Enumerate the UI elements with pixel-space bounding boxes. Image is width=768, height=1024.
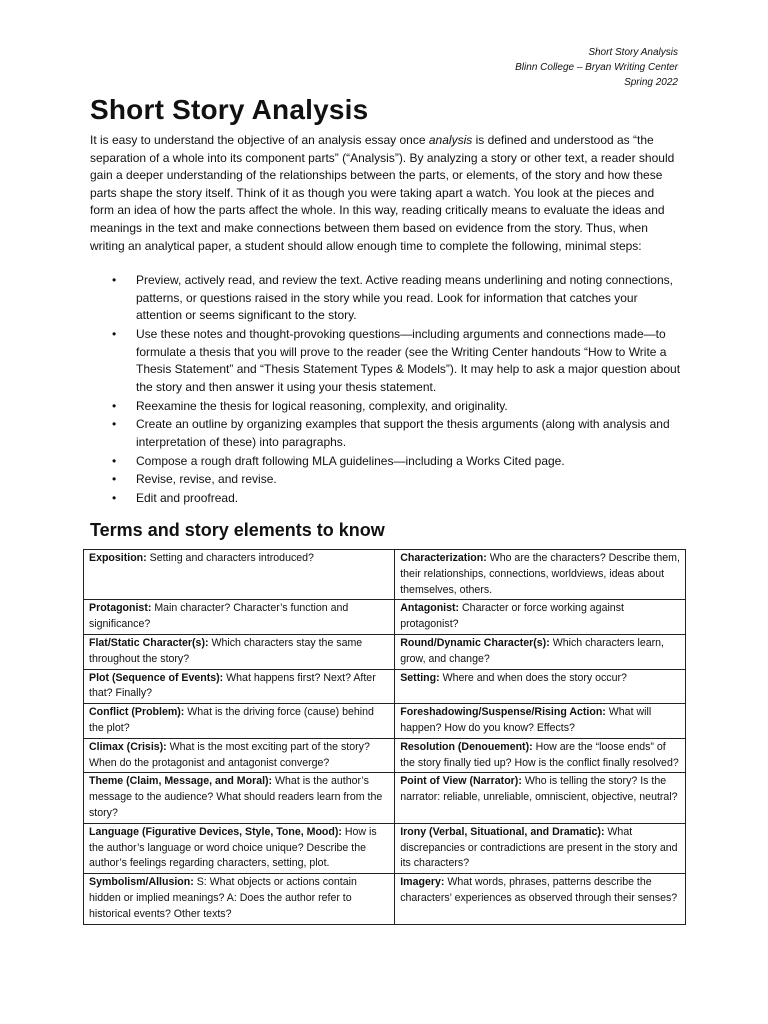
term-description: How are the “loose ends” of the story finally tied up? How is the conflict finally resolved? bbox=[400, 740, 679, 769]
term-label: Setting: bbox=[400, 671, 440, 684]
intro-paragraph bbox=[90, 132, 680, 255]
running-header bbox=[378, 45, 678, 90]
table-row bbox=[84, 738, 686, 773]
terms-heading: Terms and story elements to know bbox=[90, 520, 385, 540]
list-item bbox=[90, 326, 685, 396]
term-description: What is the driving force (cause) behind the plot? bbox=[89, 706, 374, 734]
terms-table bbox=[83, 549, 686, 925]
table-row bbox=[84, 634, 686, 669]
term-description: What is the author’s message to the audience? What should readers learn from the story? bbox=[89, 775, 383, 819]
bullet-icon: • bbox=[112, 453, 117, 468]
term-description: Where and when does the story occur? bbox=[439, 671, 627, 684]
term-description: Which characters stay the same throughout the story? bbox=[89, 636, 363, 665]
term-description: What words, phrases, patterns describe the characters’ experiences as observed through their senses? bbox=[400, 876, 678, 904]
term-label: Antagonist: bbox=[400, 602, 460, 615]
table-cell bbox=[395, 738, 686, 773]
table-cell bbox=[84, 634, 395, 669]
step-text: Preview, actively read, and review the text. Active reading means underlining and noting connections, patterns, or questions raised in the story while you read. Look for information that catches your attention or seems significant to the story. bbox=[136, 273, 673, 323]
term-description: Which characters learn, grow, and change? bbox=[400, 636, 664, 665]
table-cell bbox=[395, 550, 686, 600]
term-label: Exposition: bbox=[89, 552, 147, 564]
table-cell bbox=[84, 704, 395, 739]
term-label: Conflict (Problem): bbox=[89, 706, 185, 719]
table-row bbox=[84, 550, 686, 600]
table-cell bbox=[84, 738, 395, 773]
term-label: Foreshadowing/Suspense/Rising Action: bbox=[400, 706, 606, 719]
table-cell bbox=[395, 669, 686, 704]
list-item bbox=[90, 471, 685, 489]
step-text: Reexamine the thesis for logical reasoning, complexity, and originality. bbox=[136, 398, 508, 413]
term-description: Who is telling the story? Is the narrator: reliable, unreliable, omniscient, objective, neutral? bbox=[400, 775, 678, 804]
table-row bbox=[84, 874, 686, 924]
term-description: Character or force working against protagonist? bbox=[400, 602, 624, 631]
term-label: Climax (Crisis): bbox=[89, 740, 167, 753]
term-label: Plot (Sequence of Events): bbox=[89, 671, 224, 684]
step-text: Use these notes and thought-provoking questions—including arguments and connections made—to formulate a thesis that you will prove to the reader (see the Writing Center handouts “How to Write a Thesis Statement” and “Thesis Statement Types & Models”). It may help to ask a major question about the story and then answer it using your thesis statement. bbox=[136, 326, 681, 394]
term-label: Characterization: bbox=[400, 552, 487, 564]
bullet-icon: • bbox=[112, 398, 117, 413]
step-text: Compose a rough draft following MLA guidelines—including a Works Cited page. bbox=[136, 453, 565, 468]
table-cell bbox=[395, 874, 686, 924]
term-description: How is the author’s language or word choice unique? Describe the author’s feelings regarding characters, setting, plot. bbox=[89, 825, 377, 870]
table-row bbox=[84, 823, 686, 873]
table-cell bbox=[395, 634, 686, 669]
term-label: Protagonist: bbox=[89, 602, 152, 615]
table-row bbox=[84, 704, 686, 739]
term-label: Point of View (Narrator): bbox=[400, 775, 522, 788]
table-cell bbox=[395, 773, 686, 823]
table-cell bbox=[84, 600, 395, 635]
table-cell bbox=[84, 823, 395, 873]
term-description: Setting and characters introduced? bbox=[146, 552, 314, 564]
table-cell bbox=[84, 773, 395, 823]
table-cell bbox=[84, 874, 395, 924]
term-description: S: What objects or actions contain hidden or implied meanings? A: Does the author refer to historical events? Other texts? bbox=[89, 876, 357, 920]
bullet-icon: • bbox=[112, 417, 117, 432]
term-description: Main character? Character’s function and significance? bbox=[89, 602, 349, 631]
term-label: Irony (Verbal, Situational, and Dramatic): bbox=[400, 825, 605, 838]
table-cell bbox=[84, 669, 395, 704]
term-label: Resolution (Denouement): bbox=[400, 740, 533, 753]
term-label: Symbolism/Allusion: bbox=[89, 876, 194, 889]
term-description: What discrepancies or contradictions are present in the story and its characters? bbox=[400, 825, 678, 870]
table-cell bbox=[395, 823, 686, 873]
bullet-icon: • bbox=[112, 472, 117, 487]
table-row bbox=[84, 773, 686, 823]
term-description: What will happen? How do you know? Effects? bbox=[400, 706, 652, 734]
header-institution: Blinn College – Bryan Writing Center bbox=[515, 62, 678, 73]
table-cell bbox=[395, 704, 686, 739]
bullet-icon: • bbox=[112, 326, 117, 341]
list-item bbox=[90, 416, 685, 451]
intro-text-start: It is easy to understand the objective of an analysis essay once bbox=[90, 133, 429, 147]
table-row bbox=[84, 600, 686, 635]
steps-list bbox=[90, 272, 685, 509]
list-item bbox=[90, 490, 685, 508]
step-text: Create an outline by organizing examples that support the thesis arguments (along with analysis and interpretation of these) into paragraphs. bbox=[136, 417, 670, 449]
header-title: Short Story Analysis bbox=[588, 47, 678, 58]
term-label: Language (Figurative Devices, Style, Tone, Mood): bbox=[89, 825, 342, 838]
term-label: Imagery: bbox=[400, 876, 445, 889]
intro-emphasis: analysis bbox=[428, 133, 473, 147]
header-term: Spring 2022 bbox=[624, 77, 678, 88]
table-cell bbox=[84, 550, 395, 600]
intro-text-end: is defined and understood as “the separation of a whole into its component parts” (“Analysis”). By analyzing a story or other text, a reader should gain a deeper understanding of the relationships between the parts, or elements, of the story and how these parts shape the story itself. Think of it as though you were taking apart a watch. You look at the pieces and form an idea of how the parts affect the whole. In this way, reading critically means to evaluate the ideas and meanings in the text and make connections between them based on evidence from the story. Thus, when writing an analytical paper, a student should allow enough time to complete the following, minimal steps: bbox=[90, 133, 675, 253]
term-label: Theme (Claim, Message, and Moral): bbox=[89, 775, 273, 788]
table-row bbox=[84, 669, 686, 704]
term-description: Who are the characters? Describe them, their relationships, connections, worldviews, ideas about themselves, others. bbox=[400, 552, 680, 596]
term-description: What is the most exciting part of the story? When do the protagonist and antagonist converge? bbox=[89, 740, 370, 769]
page-title: Short Story Analysis bbox=[90, 94, 369, 125]
list-item bbox=[90, 398, 685, 416]
table-cell bbox=[395, 600, 686, 635]
step-text: Revise, revise, and revise. bbox=[136, 472, 277, 487]
bullet-icon: • bbox=[112, 491, 117, 506]
step-text: Edit and proofread. bbox=[136, 491, 239, 506]
term-description: What happens first? Next? After that? Finally? bbox=[89, 671, 376, 700]
term-label: Round/Dynamic Character(s): bbox=[400, 636, 550, 649]
bullet-icon: • bbox=[112, 273, 117, 287]
term-label: Flat/Static Character(s): bbox=[89, 636, 209, 649]
list-item bbox=[90, 453, 685, 471]
list-item bbox=[90, 272, 685, 325]
